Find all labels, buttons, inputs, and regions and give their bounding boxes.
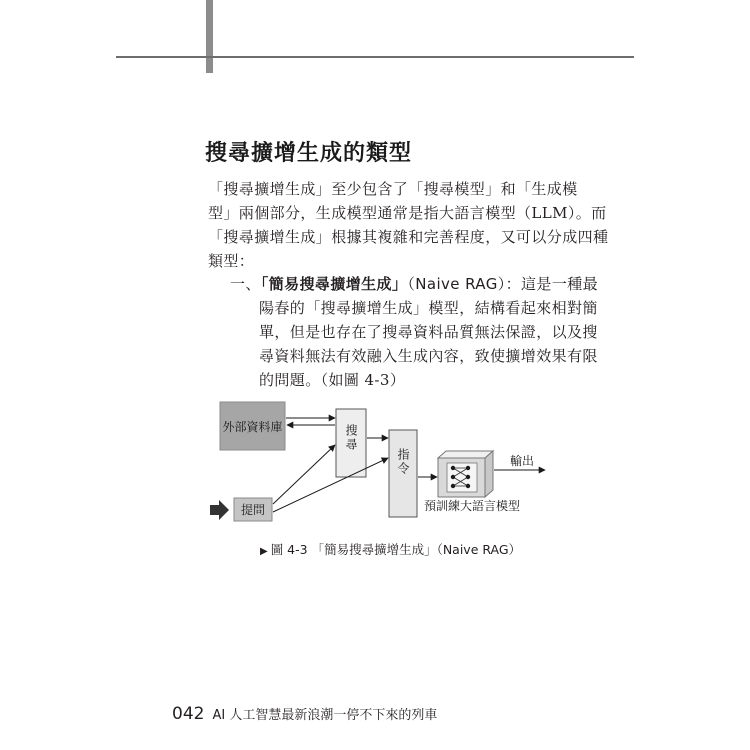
item-term: 「簡易搜尋擴增生成」 xyxy=(260,275,408,293)
page-number: 042 xyxy=(172,704,205,724)
output-label: 輸出 xyxy=(510,454,535,468)
search-label-char: 搜尋 xyxy=(344,424,358,452)
section-heading: 搜尋擴增生成的類型 xyxy=(205,141,413,166)
llm-label: 預訓練大語言模型 xyxy=(423,499,521,513)
item-line: 單，但是也存在了搜尋資料品質無法保證，以及搜 xyxy=(259,323,598,341)
input-arrow-icon xyxy=(210,500,229,520)
caption-text: 圖 4-3 「簡易搜尋擴增生成」（Naive RAG） xyxy=(270,542,522,557)
item-first-line-text: ：這是一種最 xyxy=(505,275,599,293)
intro-line: 類型： xyxy=(208,252,255,270)
figure-caption xyxy=(260,540,521,558)
prompt-label: 指令 xyxy=(396,448,410,476)
item-number: 一、 xyxy=(230,275,261,293)
intro-line: 型」兩個部分，生成模型通常是指大語言模型（LLM）。而 xyxy=(208,204,607,222)
llm-cube-icon xyxy=(438,451,493,497)
question-label: 提問 xyxy=(240,503,266,517)
intro-line: 「搜尋擴增生成」至少包含了「搜尋模型」和「生成模 xyxy=(208,180,578,198)
intro-line: 「搜尋擴增生成」根據其複雜和完善程度，又可以分成四種 xyxy=(208,228,609,246)
question-to-prompt-arrow xyxy=(273,458,388,512)
item-line: 的問題。（如圖 4-3） xyxy=(259,371,406,389)
item-line: 陽春的「搜尋擴增生成」模型，結構看起來相對簡 xyxy=(259,299,598,317)
external-db-label: 外部資料庫 xyxy=(222,420,283,434)
book-title: AI 人工智慧最新浪潮一停不下來的列車 xyxy=(212,708,438,723)
question-to-search-arrow xyxy=(273,445,335,504)
item-term-en: （Naive RAG） xyxy=(407,275,506,293)
page-footer xyxy=(172,704,437,724)
caption-marker-icon: ▶ xyxy=(260,546,268,557)
item-line: 尋資料無法有效融入生成內容，致使擴增效果有限 xyxy=(259,347,598,365)
